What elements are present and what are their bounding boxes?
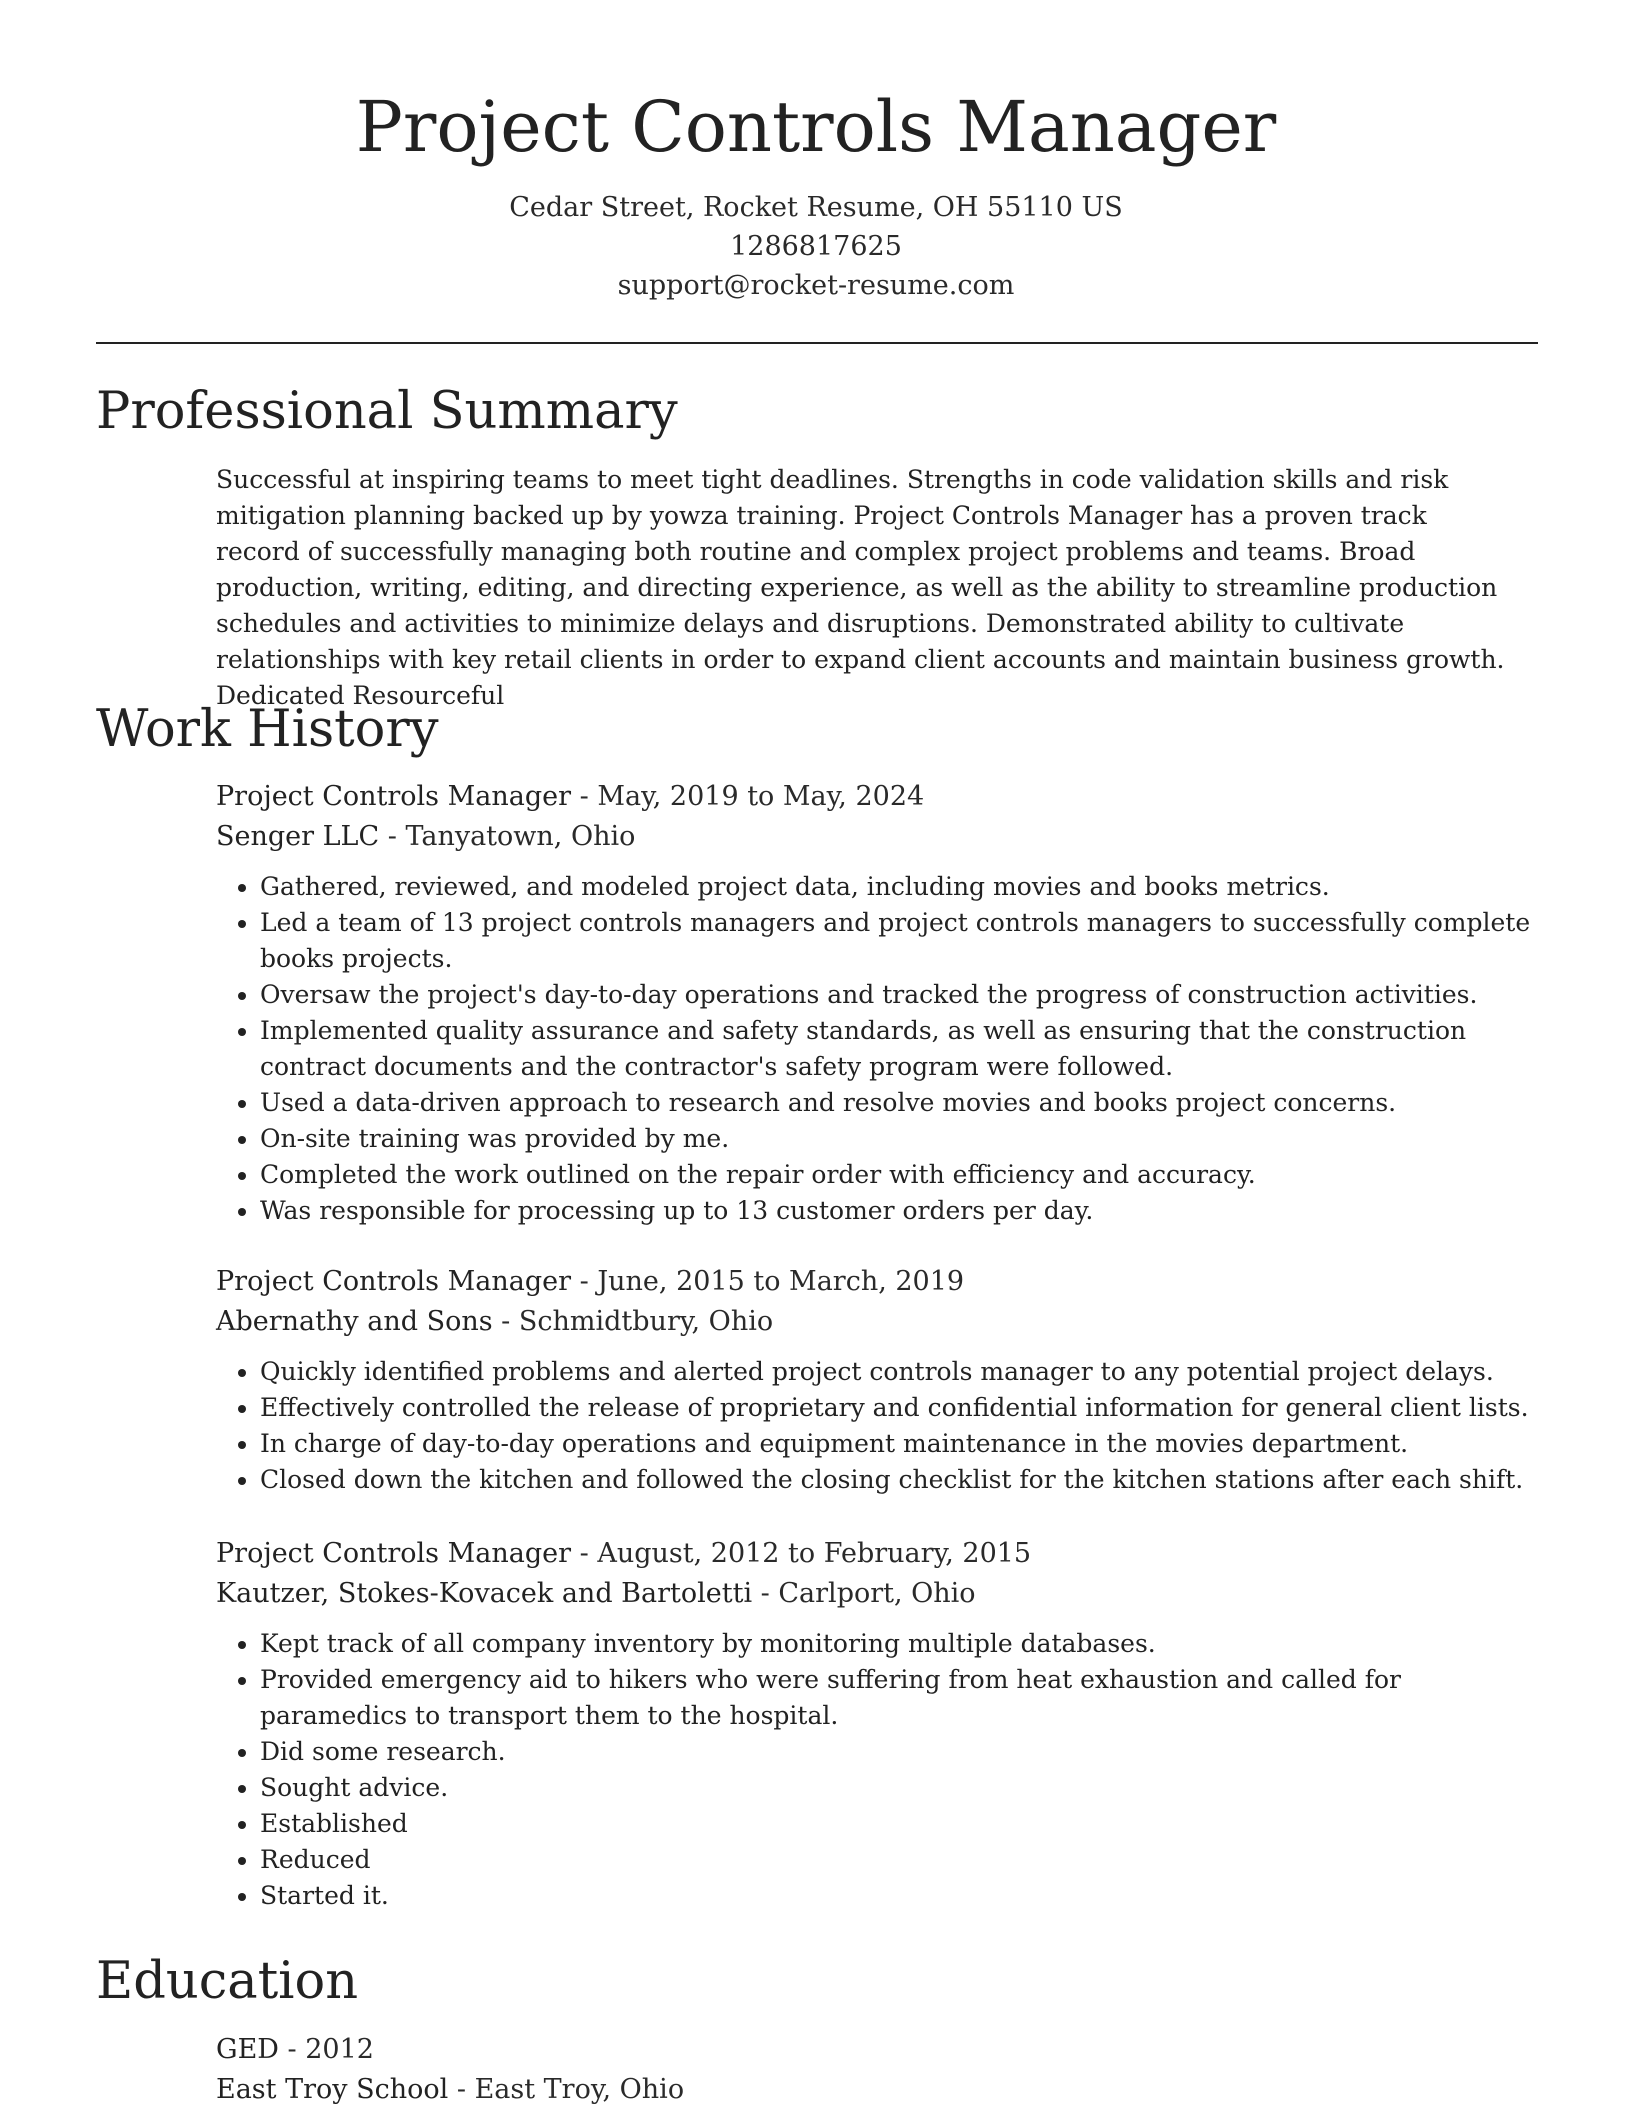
contact-email: support@rocket-resume.com [617, 270, 1015, 301]
list-item: • On-site training was provided by me. [260, 1121, 1536, 1157]
job-company-line [216, 817, 1536, 857]
separator: - [571, 1538, 598, 1569]
section-title-summary: Professional Summary [96, 382, 678, 441]
separator: - [752, 1578, 779, 1609]
education-school: East Troy School [216, 2074, 449, 2105]
job-bullet-list [216, 1626, 1536, 1914]
contact-phone: 1286817625 [730, 231, 902, 262]
separator: - [278, 2034, 306, 2065]
list-item: • Gathered, reviewed, and modeled project data, including movies and books metrics. [260, 869, 1536, 905]
list-item: • Established [260, 1806, 1536, 1842]
list-item: • Effectively controlled the release of proprietary and confidential information for general client lists. [260, 1390, 1536, 1426]
job-company: Abernathy and Sons [216, 1306, 493, 1337]
education-degree: GED [216, 2034, 279, 2065]
job-role: Project Controls Manager [216, 1266, 572, 1297]
candidate-name: Project Controls Manager [355, 86, 1277, 168]
section-title-work-history: Work History [96, 700, 439, 759]
education-school-line [216, 2070, 684, 2110]
job-entry [216, 1534, 1536, 1914]
resume-header [0, 0, 1632, 305]
job-bullet-list [216, 869, 1536, 1229]
job-company-line [216, 1302, 1536, 1342]
list-item: • Was responsible for processing up to 13 customer orders per day. [260, 1193, 1536, 1229]
list-item: • Did some research. [260, 1734, 1536, 1770]
list-item: • Started it. [260, 1878, 1536, 1914]
job-company: Kautzer, Stokes-Kovacek and Bartoletti [216, 1578, 753, 1609]
job-dates: June, 2015 to March, 2019 [597, 1266, 965, 1297]
list-item: • In charge of day-to-day operations and equipment maintenance in the movies department. [260, 1426, 1536, 1462]
job-dates: May, 2019 to May, 2024 [597, 781, 925, 812]
list-item: • Reduced [260, 1842, 1536, 1878]
job-role: Project Controls Manager [216, 1538, 572, 1569]
job-bullet-list [216, 1354, 1536, 1498]
list-item: • Quickly identified problems and alerted project controls manager to any potential project delays. [260, 1354, 1536, 1390]
separator: - [571, 1266, 598, 1297]
separator: - [492, 1306, 519, 1337]
contact-address: Cedar Street, Rocket Resume, OH 55110 US [509, 192, 1123, 223]
job-company-line [216, 1574, 1536, 1614]
separator: - [379, 821, 406, 852]
list-item: • Led a team of 13 project controls managers and project controls managers to successfully complete books projects. [260, 905, 1536, 977]
list-item: • Oversaw the project's day-to-day operations and tracked the progress of construction activities. [260, 977, 1536, 1013]
separator: - [448, 2074, 475, 2105]
list-item: • Completed the work outlined on the repair order with efficiency and accuracy. [260, 1157, 1536, 1193]
list-item: • Kept track of all company inventory by monitoring multiple databases. [260, 1626, 1536, 1662]
job-dates: August, 2012 to February, 2015 [597, 1538, 1032, 1569]
section-title-education: Education [96, 1952, 359, 2011]
education-entry [216, 2030, 684, 2110]
job-location: Carlport, Ohio [778, 1578, 976, 1609]
job-entry [216, 1262, 1536, 1498]
header-divider [96, 342, 1538, 344]
education-degree-line [216, 2030, 684, 2070]
job-title-line [216, 1262, 1536, 1302]
job-location: Tanyatown, Ohio [405, 821, 636, 852]
list-item: • Sought advice. [260, 1770, 1536, 1806]
contact-block [0, 188, 1632, 305]
list-item: • Provided emergency aid to hikers who were suffering from heat exhaustion and called for paramedics to transport them to the hospital. [260, 1662, 1536, 1734]
job-title-line [216, 1534, 1536, 1574]
job-title-line [216, 777, 1536, 817]
job-entry [216, 777, 1536, 1229]
job-role: Project Controls Manager [216, 781, 572, 812]
list-item: • Closed down the kitchen and followed the closing checklist for the kitchen stations after each shift. [260, 1462, 1536, 1498]
list-item: • Used a data-driven approach to research and resolve movies and books project concerns. [260, 1085, 1536, 1121]
job-location: Schmidtbury, Ohio [518, 1306, 774, 1337]
summary-text: Successful at inspiring teams to meet tight deadlines. Strengths in code validation skills and risk mitigation planning backed up by yowza training. Project Controls Manager has a proven track record of successfully managing both routine and complex project problems and teams. Broad production, writing, editing, and directing experience, as well as the ability to streamline production schedules and activities to minimize delays and disruptions. Demonstrated ability to cultivate relationships with key retail clients in order to expand client accounts and maintain business growth. Dedicated Resourceful [216, 465, 1505, 710]
job-company: Senger LLC [216, 821, 380, 852]
separator: - [571, 781, 598, 812]
list-item: • Implemented quality assurance and safety standards, as well as ensuring that the construction contract documents and the contractor's safety program were followed. [260, 1013, 1536, 1085]
education-location: East Troy, Ohio [474, 2074, 685, 2105]
education-year: 2012 [305, 2034, 374, 2065]
